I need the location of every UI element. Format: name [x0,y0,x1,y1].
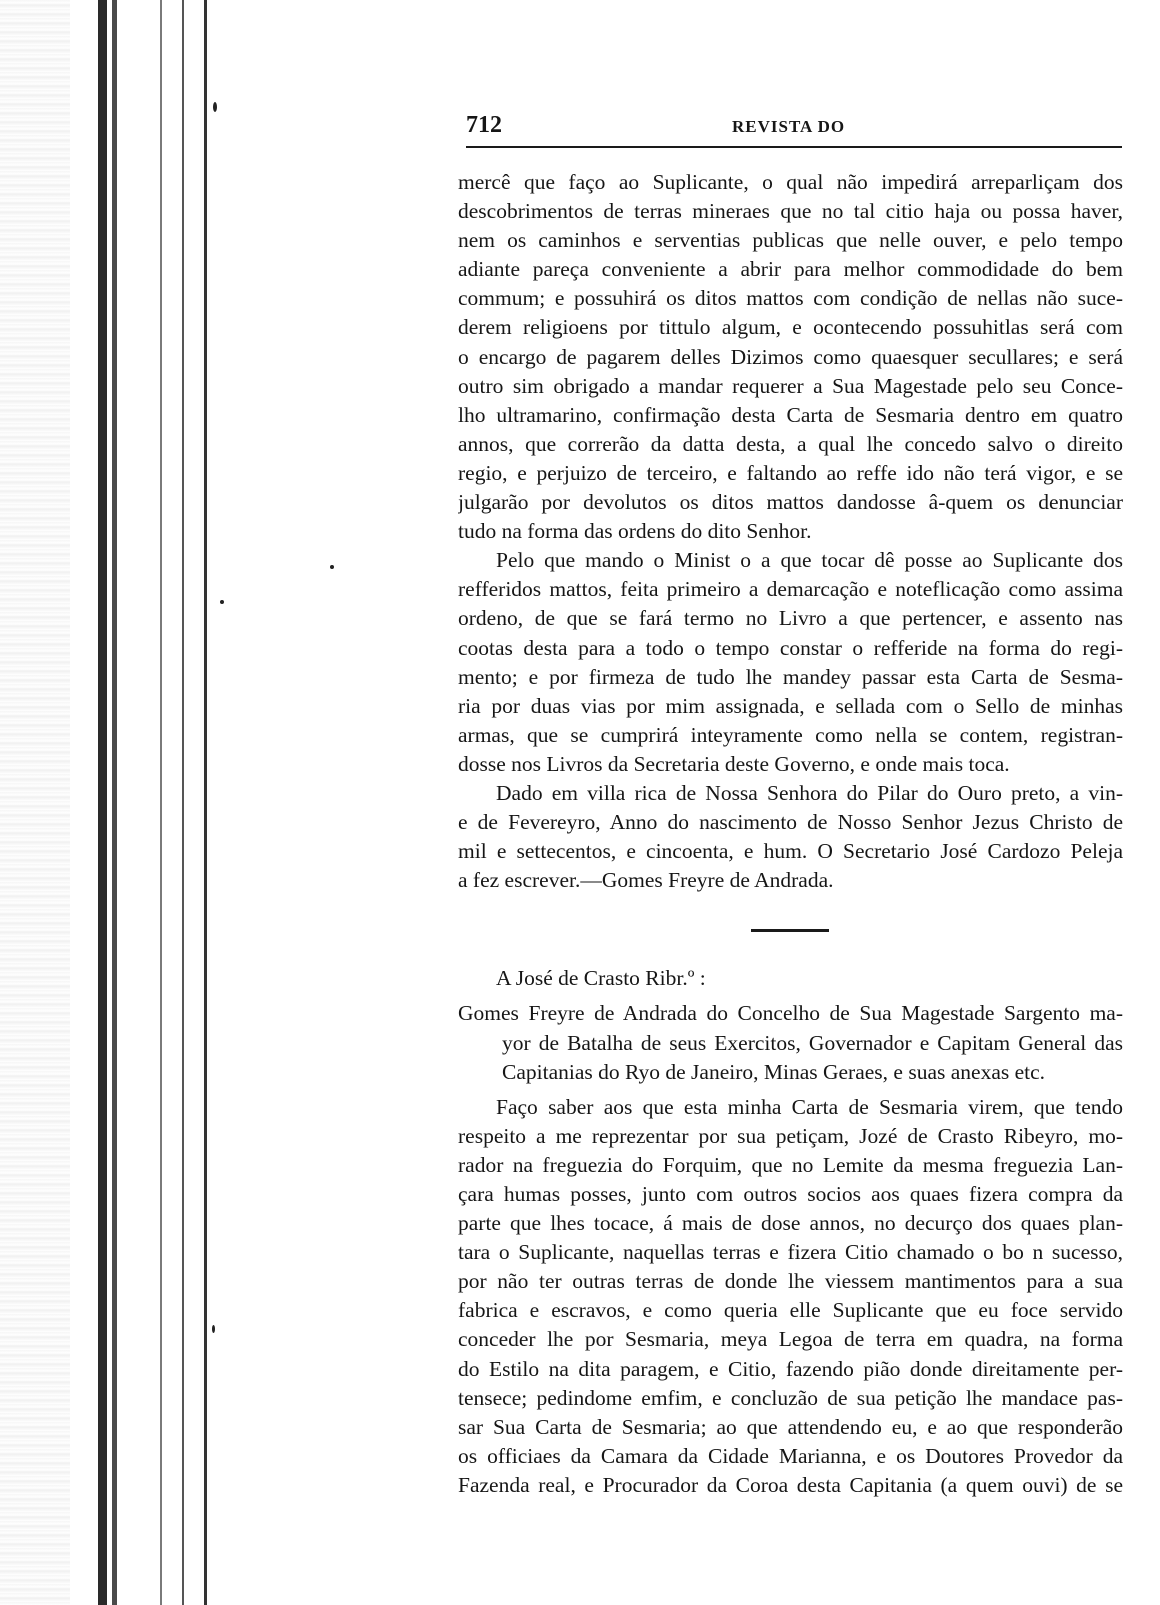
page-body [458,168,1123,1500]
text-line: refferidos mattos, feita primeiro a demarcação e noteflicação como assima [458,577,1123,602]
text-line: descobrimentos de terras mineraes que no tal citio haja ou possa haver, [458,199,1123,224]
text-line: adiante pareça conveniente a abrir para melhor commodidade do bem [458,257,1123,282]
paragraph-continuation [458,168,1123,546]
text-line: armas, que se cumprirá inteyramente como nella se contem, registran- [458,722,1123,747]
running-header [466,112,1122,152]
text-line: çara humas posses, junto com outros socios aos quaes fizera compra da [458,1182,1123,1206]
binding-shadow-line [98,0,107,1605]
text-line: Faço saber aos que esta minha Carta de Sesmaria virem, que tendo [496,1094,1123,1119]
paragraph-petition [458,1093,1123,1500]
text-line: tudo na forma das ordens do dito Senhor. [458,519,812,544]
binding-margin [0,0,320,1605]
text-line: cootas desta para a todo o tempo constar o refferide na forma do regi- [458,635,1123,660]
section-heading: A José de Crasto Ribr.º : [496,966,706,991]
text-line: tensece; pedindome emfim, e concluzão de sua petição lhe mandace pas- [458,1385,1123,1410]
text-line: conceder lhe por Sesmaria, meya Legoa de terra em quadra, na forma [458,1327,1123,1352]
ink-speck [330,565,334,569]
text-line: sar Sua Carta de Sesmaria; ao que attendendo eu, e ao que responderão [458,1414,1123,1439]
text-line: Pelo que mando o Minist o a que tocar dê posse ao Suplicante dos [496,548,1123,573]
page-number: 712 [466,112,502,138]
text-line: nem os caminhos e serventias publicas que nelle ouver, e pelo tempo [458,228,1123,253]
header-rule [466,146,1122,148]
text-line: Capitanias do Ryo de Janeiro, Minas Geraes, e suas anexas etc. [502,1059,1046,1084]
ink-speck [213,102,217,112]
text-line: ordeno, de que se fará termo no Livro a que pertencer, e assento nas [458,606,1123,631]
text-line: Fazenda real, e Procurador da Coroa desta Capitania (a quem ouvi) de se [458,1472,1123,1497]
text-line: respeito a me reprezentar por sua petiçam, Jozé de Crasto Ribeyro, mo- [458,1123,1123,1148]
text-line: a fez escrever.—Gomes Freyre de Andrada. [458,868,834,893]
text-line: Gomes Freyre de Andrada do Concelho de Sua Magestade Sargento ma- [458,1001,1123,1026]
text-line: yor de Batalha de seus Exercitos, Governador e Capitam General das [502,1030,1123,1055]
text-line: commum; e possuhirá os ditos mattos com condição de nellas não suce- [458,286,1123,311]
text-line: derem religioens por tittulo algum, e ocontecendo possuhitlas será com [458,315,1123,340]
text-line: mercê que faço ao Suplicante, o qual não impedirá arreparliçam dos [458,170,1123,194]
title-block [458,999,1123,1086]
ink-speck [212,1325,215,1333]
binding-shadow-line [182,0,184,1605]
text-line: dosse nos Livros da Secretaria deste Governo, e onde mais toca. [458,751,1010,776]
ink-speck [220,600,224,604]
text-line: por não ter outras terras de donde lhe viessem mantimentos para a sua [458,1269,1123,1294]
text-line: Dado em villa rica de Nossa Senhora do Pilar do Ouro preto, a vin- [496,780,1123,805]
text-line: do Estilo na dita paragem, e Citio, fazendo pião donde direitamente per- [458,1356,1123,1381]
journal-title: REVISTA DO [732,117,846,136]
text-line: e de Fevereyro, Anno do nascimento de Nosso Senhor Jezus Christo de [458,810,1123,835]
text-line: ria por duas vias por mim assignada, e sellada com o Sello de minhas [458,693,1123,718]
text-line: rador na freguezia do Forquim, que no Lemite da mesma freguezia Lan- [458,1152,1123,1177]
scan-edge-texture [0,0,70,1605]
text-line: annos, que correrão da datta desta, a qual lhe concedo salvo o direito [458,431,1123,456]
text-line: outro sim obrigado a mandar requerer a Sua Magestade pelo seu Conce- [458,373,1123,398]
text-line: mil e settecentos, e cincoenta, e hum. O Secretario José Cardozo Peleja [458,839,1123,864]
text-line: os officiaes da Camara da Cidade Marianna, e os Doutores Provedor da [458,1443,1123,1468]
text-line: julgarão por devolutos os ditos mattos dandosse â-quem os denunciar [458,490,1123,515]
text-line: parte que lhes tocace, á mais de dose annos, no decurço dos quaes plan- [458,1211,1123,1236]
text-line: fabrica e escravos, e como queria elle Suplicante que eu foce servido [458,1298,1123,1323]
text-line: mento; e por firmeza de tudo lhe mandey passar esta Carta de Sesma- [458,664,1123,689]
text-line: tara o Suplicante, naquellas terras e fizera Citio chamado o bo n sucesso, [458,1240,1123,1265]
text-line: regio, e perjuizo de terceiro, e faltando ao reffe ido não terá vigor, e se [458,460,1123,485]
paragraph-order [458,546,1123,779]
paragraph-dating [458,779,1123,895]
binding-shadow-line [112,0,117,1605]
binding-shadow-line [160,0,162,1605]
text-line: o encargo de pagarem delles Dizimos como quaesquer secullares; e será [458,344,1123,369]
binding-shadow-line [204,0,207,1605]
text-line: lho ultramarino, confirmação desta Carta de Sesmaria dentro em quatro [458,402,1123,427]
